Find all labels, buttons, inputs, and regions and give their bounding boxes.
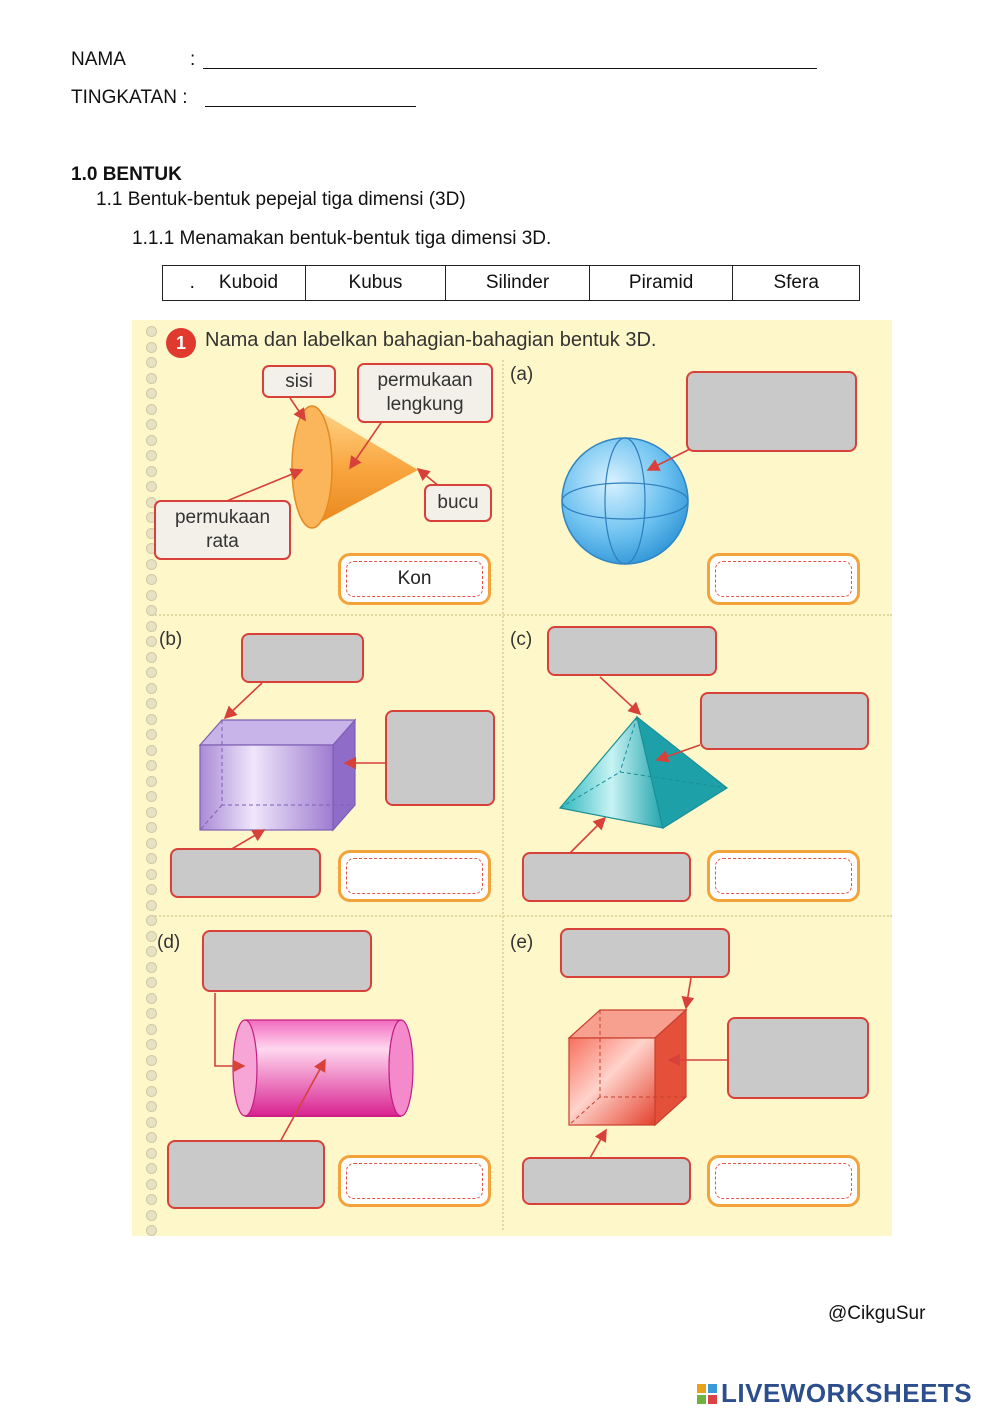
- brand-logo: [697, 1378, 972, 1409]
- label-input[interactable]: [522, 852, 691, 902]
- label-input[interactable]: [727, 1017, 869, 1099]
- answer-input-a[interactable]: [707, 553, 860, 605]
- label-sisi: sisi: [262, 365, 336, 398]
- label-input[interactable]: [170, 848, 321, 898]
- credit-text: @CikguSur: [828, 1303, 926, 1324]
- answer-input-b[interactable]: [338, 850, 491, 902]
- word-kuboid: Kuboid: [218, 272, 279, 293]
- label-permukaan-lengkung: permukaan lengkung: [357, 363, 493, 423]
- cone-shape: [292, 406, 418, 528]
- answer-input-d[interactable]: [338, 1155, 491, 1207]
- part-label-c: (c): [510, 629, 533, 650]
- word-bank-prefix: .: [189, 272, 195, 293]
- example-answer: Kon: [338, 553, 491, 605]
- label-permukaan-rata: permukaan rata: [154, 500, 291, 560]
- label-input[interactable]: [241, 633, 364, 683]
- word-piramid[interactable]: Piramid: [589, 266, 733, 301]
- word-kubus[interactable]: Kubus: [305, 266, 446, 301]
- part-label-a: (a): [510, 364, 534, 385]
- cylinder-shape: [233, 1020, 413, 1117]
- label-input[interactable]: [700, 692, 869, 750]
- class-label: TINGKATAN :: [71, 87, 188, 108]
- logo-icon: [697, 1384, 717, 1404]
- subsection-title: 1.1 Bentuk-bentuk pepejal tiga dimensi (3D): [96, 189, 466, 210]
- section-title: 1.0 BENTUK: [71, 164, 182, 185]
- question-number-badge: 1: [166, 328, 196, 358]
- label-bucu: bucu: [424, 484, 492, 522]
- label-input[interactable]: [560, 928, 730, 978]
- label-input[interactable]: [547, 626, 717, 676]
- word-sfera[interactable]: Sfera: [733, 266, 860, 301]
- label-input[interactable]: [202, 930, 372, 992]
- objective-text: 1.1.1 Menamakan bentuk-bentuk tiga dimensi 3D.: [132, 228, 552, 249]
- part-label-b: (b): [159, 629, 183, 650]
- part-label-d: (d): [157, 932, 181, 953]
- question-instruction: Nama dan labelkan bahagian-bahagian bentuk 3D.: [205, 329, 657, 351]
- label-input[interactable]: [385, 710, 495, 806]
- name-label: NAMA: [71, 49, 126, 70]
- part-label-e: (e): [510, 932, 534, 953]
- cube-shape: [569, 1010, 686, 1125]
- name-colon: :: [190, 49, 196, 70]
- answer-input-e[interactable]: [707, 1155, 860, 1207]
- brand-name: LIVEWORKSHEETS: [721, 1378, 973, 1408]
- label-input[interactable]: [167, 1140, 325, 1209]
- sphere-shape: [562, 438, 688, 564]
- label-input[interactable]: [686, 371, 857, 452]
- word-silinder[interactable]: Silinder: [446, 266, 590, 301]
- label-input[interactable]: [522, 1157, 691, 1205]
- cuboid-shape: [200, 720, 355, 830]
- answer-input-c[interactable]: [707, 850, 860, 902]
